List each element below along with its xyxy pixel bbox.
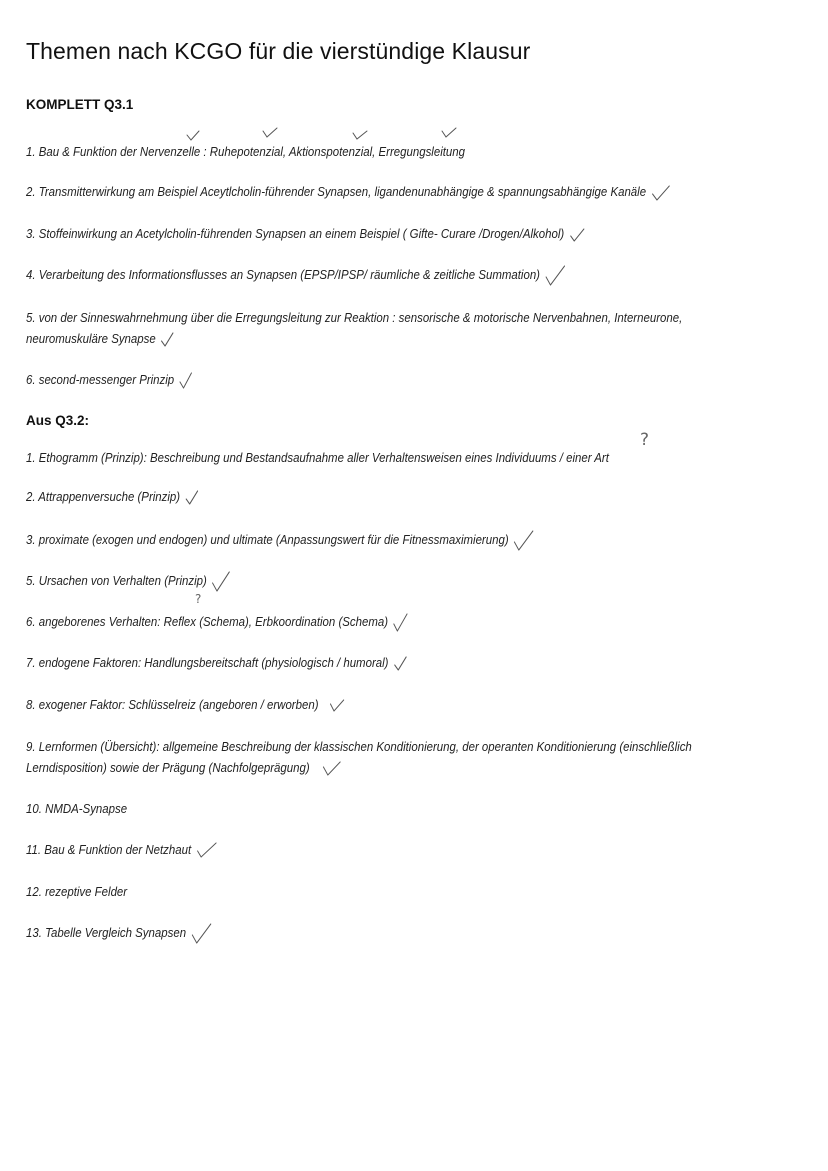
list-item [26, 570, 695, 593]
list-item [26, 839, 695, 860]
handwritten-check-icon [393, 656, 407, 672]
item-text: 1. Bau & Funktion der Nervenzelle : Ruhepotenzial, Aktionspotenzial, Erregungsleitung [26, 144, 466, 159]
item-text: 6. angeborenes Verhalten: Reflex (Schema), Erbkoordination (Schema) [26, 614, 389, 629]
item-text: 3. proximate (exogen und endogen) und ultimate (Anpassungswert für die Fitnessmaximierung) [26, 532, 509, 547]
page-title: Themen nach KCGO für die vierstündige Klausur [26, 38, 531, 64]
item-text: 5. Ursachen von Verhalten (Prinzip) [26, 573, 207, 588]
list-item [26, 223, 695, 244]
item-text: 10. NMDA-Synapse [26, 801, 128, 816]
item-text: 2. Transmitterwirkung am Beispiel Aceytlcholin-führender Synapsen, ligandenunabhängige & spannungsabhängige Kanäle [26, 184, 647, 199]
handwritten-check-icon [352, 129, 368, 141]
handwritten-check-icon [211, 571, 230, 593]
item-text: 6. second-messenger Prinzip [26, 372, 175, 387]
section-heading-q31: KOMPLETT Q3.1 [26, 97, 134, 112]
handwritten-check-icon [322, 760, 341, 778]
handwritten-check-icon [650, 184, 669, 202]
item-text: 12. rezeptive Felder [26, 884, 128, 899]
list-item [26, 736, 695, 778]
list-item [26, 611, 695, 633]
list-item [26, 529, 695, 552]
handwritten-check-icon [569, 227, 585, 243]
list-item [26, 264, 695, 287]
section-heading-q32: Aus Q3.2: [26, 413, 90, 428]
list-item [26, 369, 695, 390]
item-text: 5. von der Sinneswahrnehmung über die Erregungsleitung zur Reaktion : sensorische & motorische Nervenbahnen, Interneurone, neuromuskuläre Synapse [26, 310, 683, 346]
list-item [26, 881, 695, 902]
list-item [26, 141, 695, 162]
handwritten-check-icon [441, 127, 457, 139]
handwritten-check-icon [329, 698, 345, 714]
handwritten-check-icon [196, 842, 217, 860]
list-item [26, 447, 695, 468]
handwritten-check-icon [184, 490, 198, 506]
list-item [26, 652, 695, 673]
list-item [26, 486, 695, 507]
list-item [26, 798, 695, 819]
item-text: 3. Stoffeinwirkung an Acetylcholin-führenden Synapsen an einem Beispiel ( Gifte- Curare /Drogen/Alkohol) [26, 226, 565, 241]
handwritten-check-icon [179, 372, 193, 390]
list-item [26, 694, 695, 715]
handwritten-check-icon [513, 530, 534, 552]
item-text: 8. exogener Faktor: Schlüsselreiz (angeboren / erworben) [26, 697, 319, 712]
item-text: 11. Bau & Funktion der Netzhaut [26, 842, 192, 857]
item-text: 7. endogene Faktoren: Handlungsbereitschaft (physiologisch / humoral) [26, 655, 389, 670]
list-item [26, 181, 695, 202]
handwritten-check-icon [262, 127, 278, 139]
handwritten-check-icon [190, 923, 211, 945]
handwritten-check-icon [392, 613, 408, 633]
item-text: 13. Tabelle Vergleich Synapsen [26, 925, 187, 940]
handwritten-question-mark: ? [640, 430, 650, 450]
list-item [26, 922, 695, 945]
item-text: 4. Verarbeitung des Informationsflusses an Synapsen (EPSP/IPSP/ räumliche & zeitliche Summation) [26, 267, 541, 282]
item-text: 1. Ethogramm (Prinzip): Beschreibung und Bestandsaufnahme aller Verhaltensweisen eines Individuums / einer Art [26, 450, 609, 465]
handwritten-check-icon [160, 332, 174, 348]
handwritten-question-mark: ? [195, 592, 202, 606]
list-item [26, 307, 695, 349]
handwritten-check-icon [544, 265, 565, 287]
item-text: 9. Lernformen (Übersicht): allgemeine Beschreibung der klassischen Konditionierung, der operanten Konditionierung (einschließlich Lerndisposition) sowie der Prägung (Nachfolgeprägung) [26, 739, 692, 775]
item-text: 2. Attrappenversuche (Prinzip) [26, 489, 181, 504]
